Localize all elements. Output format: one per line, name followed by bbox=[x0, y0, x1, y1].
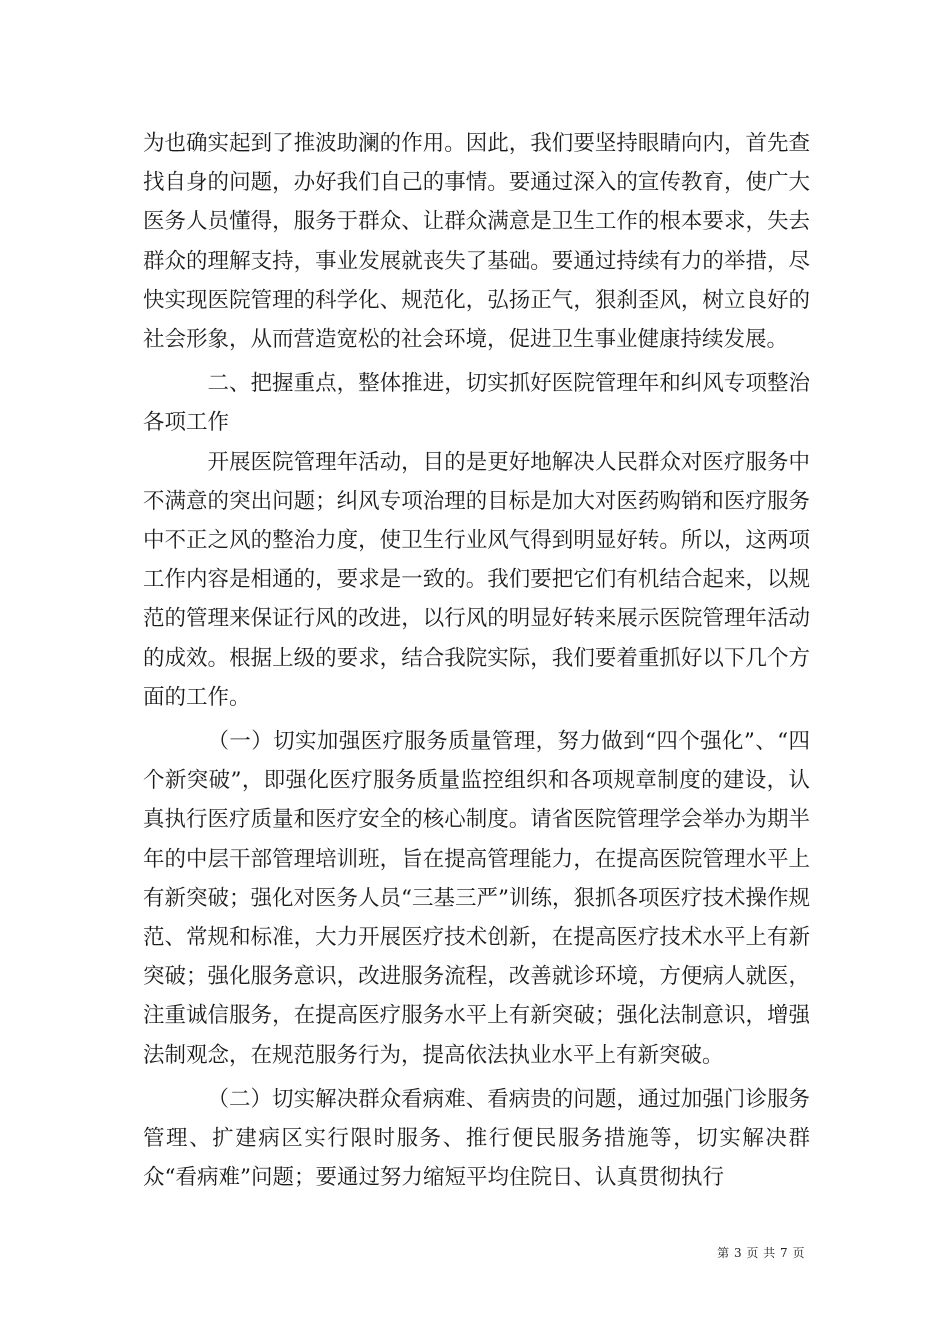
subsection-paragraph-2: （二）切实解决群众看病难、看病贵的问题，通过加强门诊服务管理、扩建病区实行限时服务、推行便民服务措施等，切实解决群众“看病难”问题；要通过努力缩短平均住院日、认真贯彻执行 bbox=[143, 1086, 810, 1191]
subsection-paragraph-1: （一）切实加强医疗服务质量管理，努力做到“四个强化”、“四个新突破”，即强化医疗服务质量监控组织和各项规章制度的建设，认真执行医疗质量和医疗安全的核心制度。请省医院管理学会举办为期半年的中层干部管理培训班，旨在提高管理能力，在提高医院管理水平上有新突破；强化对医务人员“三基三严”训练，狠抓各项医疗技术操作规范、常规和标准，大力开展医疗技术创新，在提高医疗技术水平上有新突破；强化服务意识，改进服务流程，改善就诊环境，方便病人就医，注重诚信服务，在提高医疗服务水平上有新突破；强化法制意识，增强法制观念，在规范服务行为，提高依法执业水平上有新突破。 bbox=[143, 729, 810, 1068]
section-heading: 二、把握重点，整体推进，切实抓好医院管理年和纠风专项整治各项工作 bbox=[143, 371, 810, 436]
page-number-label: 第 3 页 共 7 页 bbox=[717, 1246, 805, 1260]
paragraph-continuation: 为也确实起到了推波助澜的作用。因此，我们要坚持眼睛向内，首先查找自身的问题，办好我们自己的事情。要通过深入的宣传教育，使广大医务人员懂得，服务于群众、让群众满意是卫生工作的根本要求，失去群众的理解支持，事业发展就丧失了基础。要通过持续有力的举措，尽快实现医院管理的科学化、规范化，弘扬正气，狠刹歪风，树立良好的社会形象，从而营造宽松的社会环境，促进卫生事业健康持续发展。 bbox=[143, 131, 810, 353]
page-number-footer bbox=[717, 1244, 805, 1261]
paragraph: 开展医院管理年活动，目的是更好地解决人民群众对医疗服务中不满意的突出问题；纠风专项治理的目标是加大对医药购销和医疗服务中不正之风的整治力度，使卫生行业风气得到明显好转。所以，这两项工作内容是相通的，要求是一致的。我们要把它们有机结合起来，以规范的管理来保证行风的改进，以行风的明显好转来展示医院管理年活动的成效。根据上级的要求，结合我院实际，我们要着重抓好以下几个方面的工作。 bbox=[143, 449, 810, 710]
document-body bbox=[143, 124, 810, 1197]
